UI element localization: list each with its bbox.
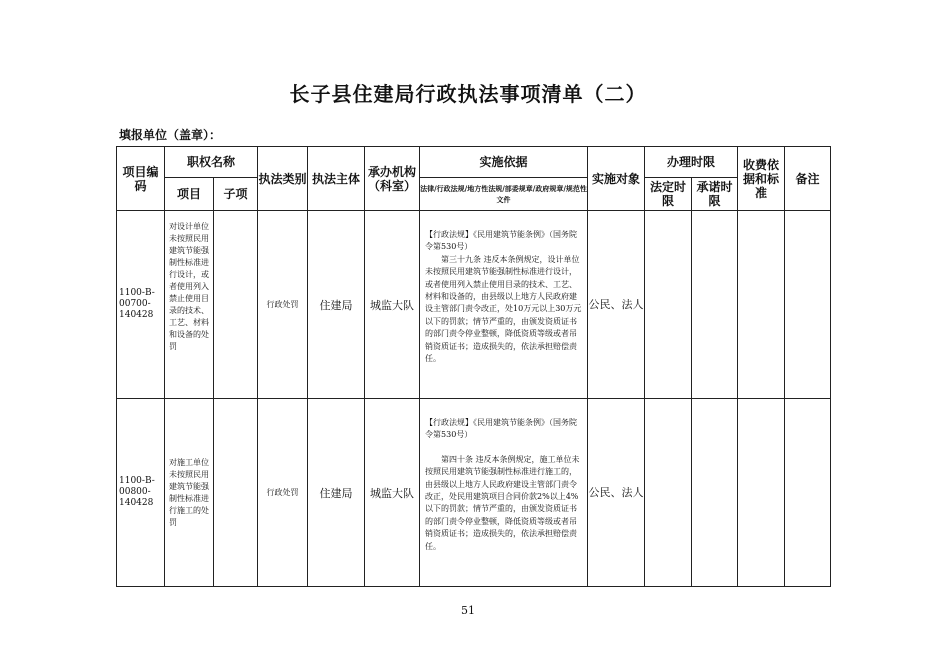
header-subject: 执法主体 [308, 147, 365, 211]
document-title: 长子县住建局行政执法事项清单（二） [289, 82, 647, 106]
row-office: 城监大队 [365, 399, 420, 587]
row-basis [420, 211, 588, 399]
header-office: 承办机构（科室） [365, 147, 420, 211]
page-number: 51 [461, 604, 475, 617]
row-promise-limit [692, 211, 738, 399]
basis-body: 第四十条 违反本条例规定，施工单位未按照民用建筑节能强制性标准进行施工的，由县级以上地方人民政府建设主管部门责令改正，处民用建筑项目合同价款2%以上4%以下的罚款；情节严重的，由颁发资质证书的部门责令停业整顿，降低资质等级或者吊销资质证书；造成损失的，依法承担赔偿责任。 [425, 454, 580, 551]
row-legal-limit [645, 399, 692, 587]
row-remark [785, 211, 831, 399]
row-subject: 住建局 [308, 211, 365, 399]
header-time-limit: 办理时限 [645, 147, 738, 178]
header-row-1 [117, 147, 831, 178]
row-sub [214, 399, 258, 587]
row-sub [214, 211, 258, 399]
basis-head: 【行政法规】《民用建筑节能条例》（国务院令第530号） [425, 230, 578, 252]
header-sub: 子项 [214, 178, 258, 211]
header-category: 执法类别 [258, 147, 308, 211]
header-promise-limit: 承诺时限 [692, 178, 738, 211]
row-legal-limit [645, 211, 692, 399]
row-category: 行政处罚 [258, 399, 308, 587]
row-fee [738, 399, 785, 587]
header-basis-sub: 法律/行政法规/地方性法规/部委规章/政府规章/规范性文件 [420, 178, 588, 211]
header-basis: 实施依据 [420, 147, 588, 178]
row-office: 城监大队 [365, 211, 420, 399]
row-promise-limit [692, 399, 738, 587]
header-fee: 收费依据和标准 [738, 147, 785, 211]
row-item: 对设计单位未按照民用建筑节能强制性标准进行设计，或者使用列入禁止使用目录的技术、工艺、材料和设备的处罚 [165, 211, 214, 399]
unit-label: 填报单位（盖章）： [119, 128, 222, 142]
header-item: 项目 [165, 178, 214, 211]
row-subject: 住建局 [308, 399, 365, 587]
header-power-name: 职权名称 [165, 147, 258, 178]
table-row [117, 211, 831, 399]
row-code: 1100-B-00800-140428 [117, 399, 165, 587]
row-item: 对施工单位未按照民用建筑节能强制性标准进行施工的处罚 [165, 399, 214, 587]
row-category: 行政处罚 [258, 211, 308, 399]
header-remark: 备注 [785, 147, 831, 211]
row-fee [738, 211, 785, 399]
header-legal-limit: 法定时限 [645, 178, 692, 211]
row-remark [785, 399, 831, 587]
row-target: 公民、法人 [588, 399, 645, 587]
row-target: 公民、法人 [588, 211, 645, 399]
header-code: 项目编码 [117, 147, 165, 211]
row-code: 1100-B-00700-140428 [117, 211, 165, 399]
basis-head: 【行政法规】《民用建筑节能条例》（国务院令第530号） [425, 418, 578, 440]
header-target: 实施对象 [588, 147, 645, 211]
basis-body: 第三十九条 违反本条例规定，设计单位未按照民用建筑节能强制性标准进行设计，或者使用列入禁止使用目录的技术、工艺、材料和设备的，由县级以上地方人民政府建设主管部门责令改正，处10万元以上30万元以下的罚款；情节严重的，由颁发资质证书的部门责令停业整顿，降低资质等级或者吊销资质证书；造成损失的，依法承担赔偿责任。 [425, 254, 582, 364]
header-row-2 [117, 178, 831, 211]
row-basis [420, 399, 588, 587]
table-row [117, 399, 831, 587]
enforcement-table [116, 146, 831, 587]
